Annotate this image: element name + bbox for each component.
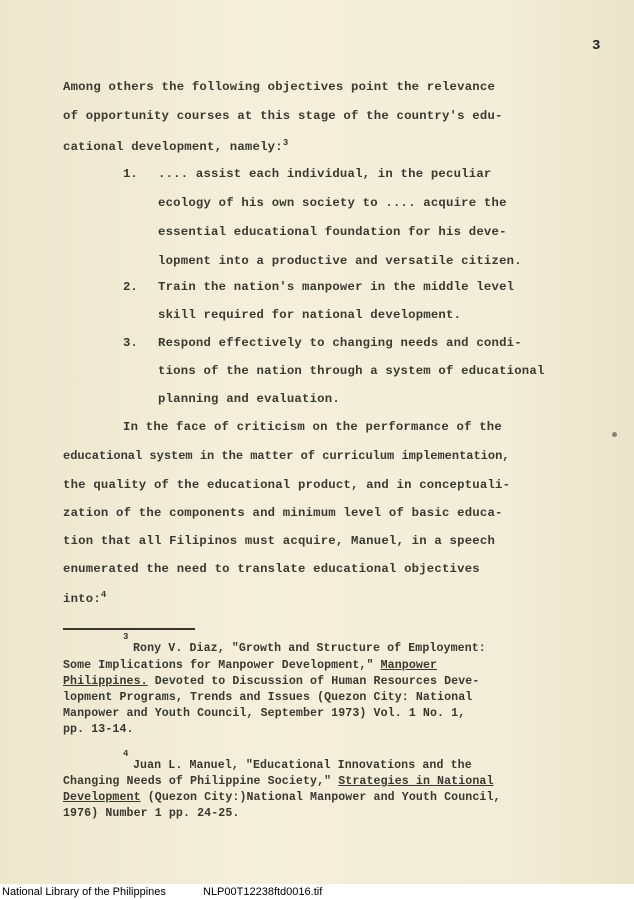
footnote4-line: 1976) Number 1 pp. 24-25. [63,807,240,820]
footnote3-journal-title: Manpower [380,659,438,672]
objective-line: skill required for national development. [158,308,462,322]
objective-line: .... assist each individual, in the peculiar [158,167,492,181]
paragraph2-line: enumerated the need to translate educational objectives [63,562,480,576]
paragraph2-line: In the face of criticism on the performance of the [123,420,502,434]
footnote-ref-4: 4 [100,590,107,600]
footnote3-journal-title: Philippines. [63,675,148,688]
objective-line: planning and evaluation. [158,392,340,406]
caption-filename: NLP00T12238ftd0016.tif [203,886,323,898]
objective-line: Respond effectively to changing needs and condi- [158,336,522,350]
scan-caption-bar [0,884,634,900]
footnote3-line: Some Implications for Manpower Development," Manpower [63,659,438,672]
footnote4-line: Changing Needs of Philippine Society," Strategies in National [63,775,494,788]
footnote-separator [63,628,195,630]
footnote-ref-3: 3 [282,138,289,148]
objective-line: essential educational foundation for his deve- [158,225,507,239]
footnote3-line: Philippines. Devoted to Discussion of Human Resources Deve- [63,675,480,688]
footnote3-line: pp. 13-14. [63,723,134,736]
objective-number: 3. [123,336,138,350]
footnote3-marker: 3 [123,632,129,642]
objective-line: ecology of his own society to .... acquire the [158,196,507,210]
paragraph2-line: the quality of the educational product, and in conceptuali- [63,478,511,492]
paper-stain [612,432,617,437]
objective-line: lopment into a productive and versatile citizen. [158,254,522,268]
caption-library: National Library of the Philippines [2,886,166,898]
footnote3-line: lopment Programs, Trends and Issues (Quezon City: National [63,691,473,704]
paragraph1-line: of opportunity courses at this stage of the country's edu- [63,109,503,123]
paragraph1-line: cational development, namely:$^3$ [63,138,289,155]
objective-number: 2. [123,280,138,294]
footnote4-marker: 4 [123,749,129,759]
paragraph2-line: educational system in the matter of curriculum implementation, [63,449,510,463]
objective-number: 1. [123,167,138,181]
objective-line: Train the nation's manpower in the middle level [158,280,515,294]
footnote4-book-title: Strategies in National [338,775,494,788]
footnote4-line: Development (Quezon City:)National Manpower and Youth Council, [63,791,501,804]
footnote3-line: Rony V. Diaz, "Growth and Structure of Employment: [133,642,486,655]
paragraph2-line: zation of the components and minimum level of basic educa- [63,506,503,520]
paragraph2-line: into:$^4$ [63,590,107,607]
footnote4-line: Juan L. Manuel, "Educational Innovations and the [133,759,472,772]
paragraph2-line: tion that all Filipinos must acquire, Manuel, in a speech [63,534,496,548]
footnote3-line: Manpower and Youth Council, September 1973) Vol. 1 No. 1, [63,707,466,720]
footnote4-book-title: Development [63,791,141,804]
page-number: 3 [592,38,601,54]
objective-line: tions of the nation through a system of educational [158,364,545,378]
paragraph1-line: Among others the following objectives point the relevance [63,80,496,94]
